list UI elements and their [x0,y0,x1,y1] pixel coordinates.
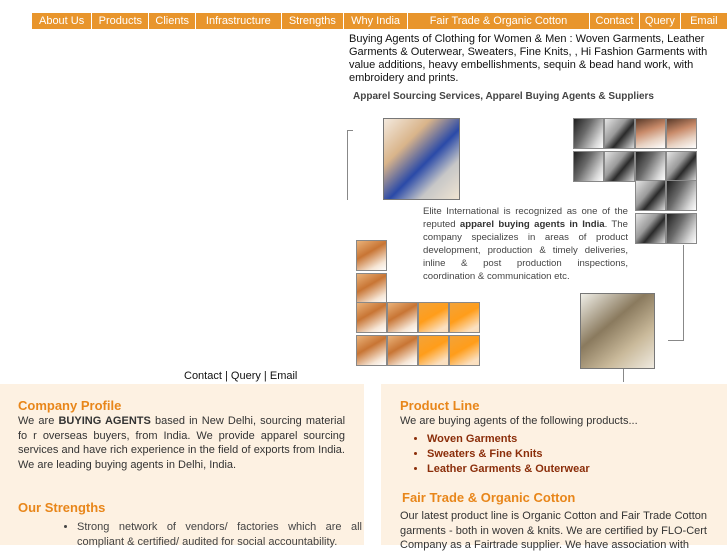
photo-tile [635,180,666,211]
elite-text-post: . The company specializes in areas of product development, production & timely deliveries, inline & post production inspections, coordination & communication etc. [423,219,628,282]
elite-description [423,205,628,283]
nav-fair-trade[interactable]: Fair Trade & Organic Cotton [408,13,590,29]
intro-text: Buying Agents of Clothing for Women & Men : Woven Garments, Leather Garments & Outerwear, Sweaters, Fine Knits, , Hi Fashion Garments with value additions, heavy embellishments, sequin & bead hand work, with embroidery and prints. [349,33,708,84]
photo-tile [604,118,635,149]
photo-tile [635,213,666,244]
company-text-bold: BUYING AGENTS [58,415,151,427]
top-nav [32,13,727,29]
nav-products[interactable]: Products [92,13,149,29]
company-panel [0,384,364,548]
photo-tile [356,335,387,366]
nav-infrastructure[interactable]: Infrastructure [196,13,282,29]
photo-tile [418,335,449,366]
link-separator: | [260,370,270,382]
nav-about-us[interactable]: About Us [32,13,92,29]
product-item-leather[interactable]: • Leather Garments & Outerwear [427,462,590,477]
nav-email[interactable]: Email [690,15,718,27]
photo-tile [356,302,387,333]
query-link[interactable]: Query [230,370,261,382]
model-photo-leather-jacket [580,293,655,369]
link-separator: | [221,370,231,382]
photo-tile [387,302,418,333]
nav-contact[interactable]: Contact [590,13,640,29]
company-text-pre: We are [18,415,59,427]
photo-tile [418,302,449,333]
strengths-heading: Our Strengths [18,500,106,515]
photo-tile [635,118,666,149]
fair-trade-text: Our latest product line is Organic Cotton and Fair Trade Cotton garments - both in woven & knits. We are certified by FLO-Cert Company as a Fairtrade supplier. We have association with [400,510,707,551]
photo-tile [666,151,697,182]
photo-tile [449,335,480,366]
photo-tile [666,118,697,149]
company-profile-text [18,414,345,472]
product-item-sweaters[interactable]: • Sweaters & Fine Knits [427,447,590,462]
elite-text-bold: apparel buying agents in India [459,219,605,230]
email-link[interactable]: Email [269,370,298,382]
photo-tile [356,273,387,304]
photo-tile [666,213,697,244]
contact-links [184,370,297,382]
nav-clients[interactable]: Clients [149,13,195,29]
nav-strengths[interactable]: Strengths [282,13,344,29]
deco-line [683,245,684,341]
deco-line [623,368,624,382]
contact-link[interactable]: Contact [184,370,222,382]
photo-tile [356,240,387,271]
photo-grid-top-right [573,118,695,182]
company-text-post: based in New Delhi, sourcing material fo r overseas buyers, from India. We provide apparel sourcing services and have rich experience in the field of exports from India. We are leading buying agents in Delhi, India. [18,415,346,471]
elite-text-pre: Elite International is recognized as one of the reputed [423,206,628,230]
photo-tile [449,302,480,333]
nav-query[interactable]: Query [640,13,680,29]
deco-line [347,130,353,131]
deco-line [668,340,684,341]
photo-tile [604,151,635,182]
product-list [412,432,590,477]
intro-block [349,33,719,103]
product-line-heading: Product Line [400,398,480,413]
photo-tile [666,180,697,211]
photo-tile [635,151,666,182]
photo-tile [573,118,604,149]
photo-grid-right-column [635,180,695,244]
strength-item: • Strong network of vendors/ factories which are all compliant & certified/ audited for social accountability. [77,520,362,549]
photo-grid-left [356,240,385,304]
photo-grid-left-bottom [356,302,478,366]
photo-tile [573,151,604,182]
model-photo-blue-dress [383,118,460,200]
photo-tile [387,335,418,366]
nav-why-india[interactable]: Why India [344,13,408,29]
product-item-woven[interactable]: • Woven Garments [427,432,590,447]
intro-subtitle: Apparel Sourcing Services, Apparel Buying Agents & Suppliers [353,91,654,102]
company-profile-heading: Company Profile [18,398,122,413]
product-line-intro: We are buying agents of the following products... [400,415,638,427]
fair-trade-heading: Fair Trade & Organic Cotton [402,490,576,505]
product-panel [381,384,727,551]
deco-line [347,130,348,200]
